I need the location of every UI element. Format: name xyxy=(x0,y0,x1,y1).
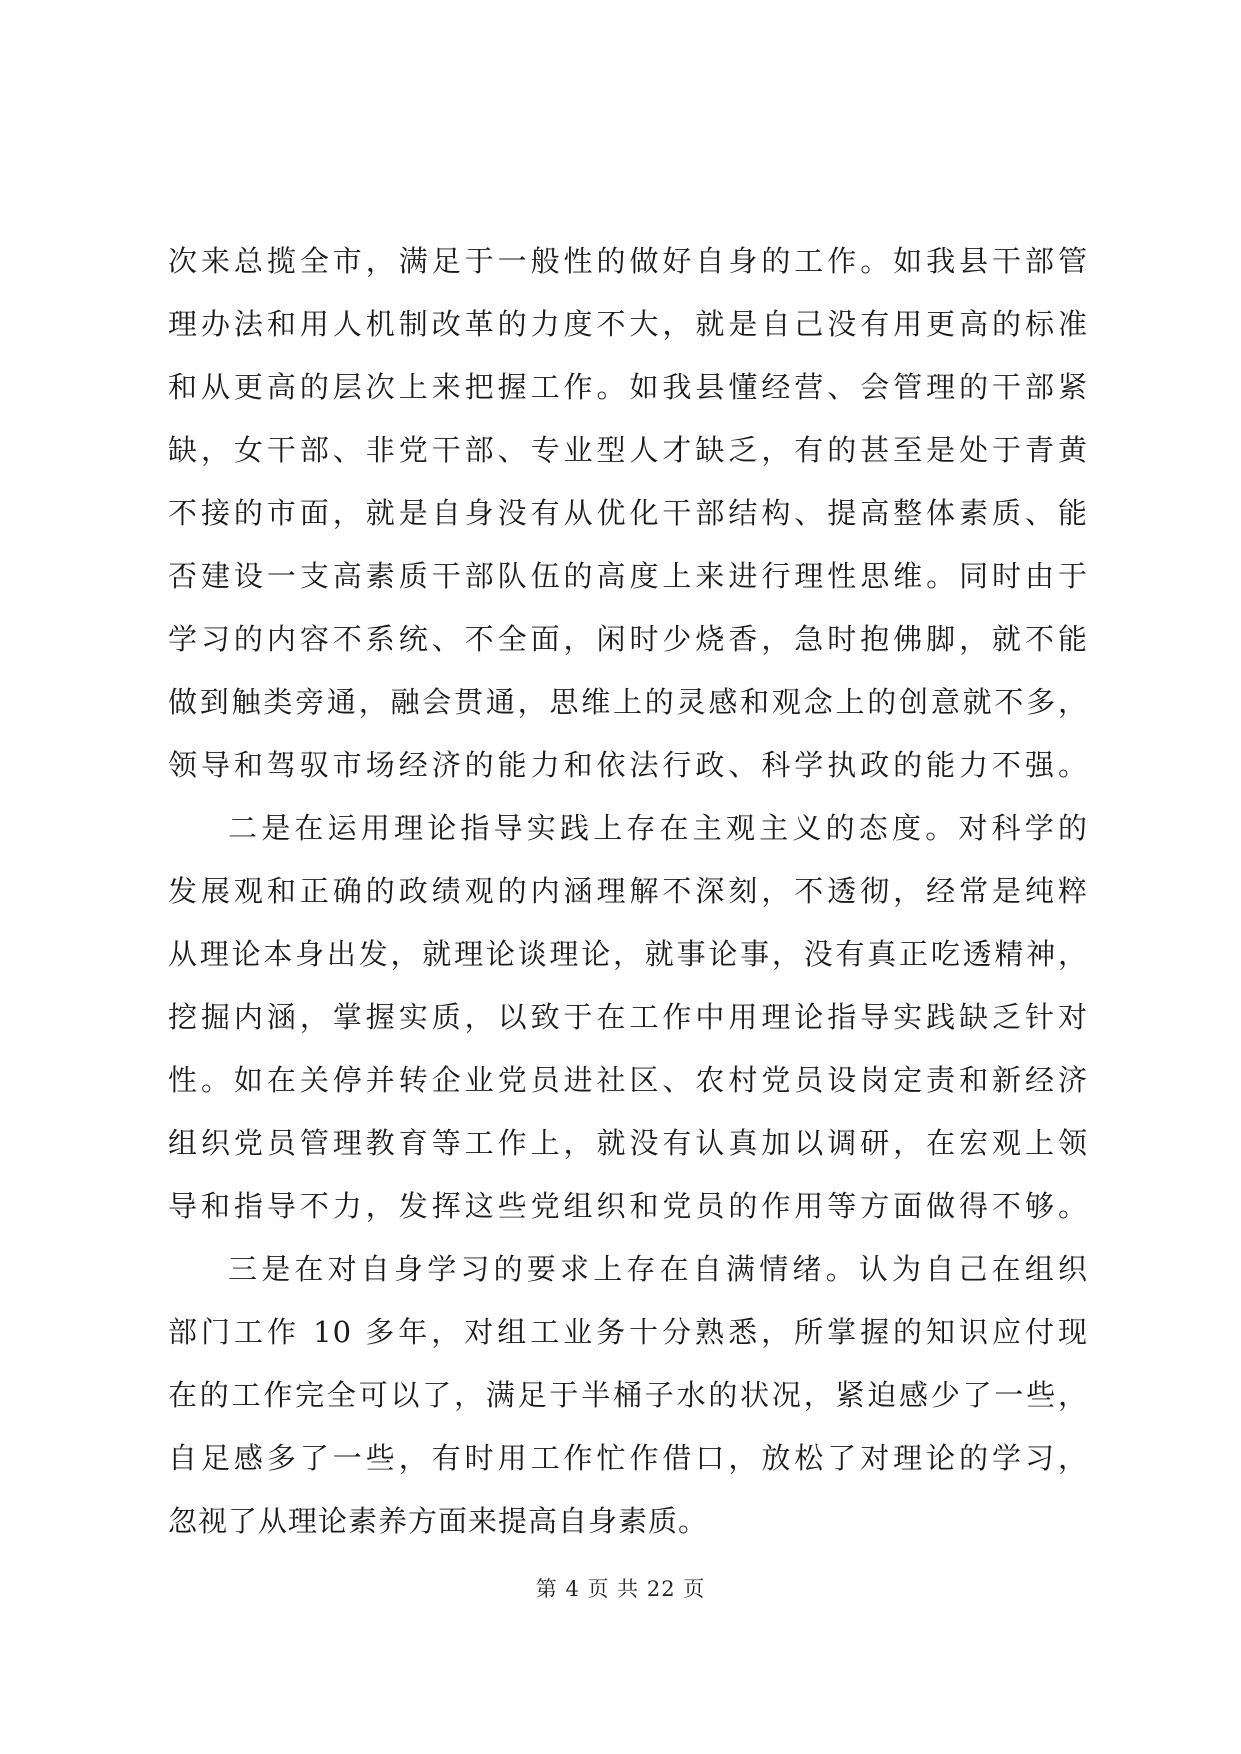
text-line: 学习的内容不系统、不全面，闲时少烧香，急时抱佛脚，就不能 xyxy=(168,622,1088,656)
text-line: 发展观和正确的政绩观的内涵理解不深刻，不透彻，经常是纯粹 xyxy=(168,874,1088,908)
text-line: 次来总揽全市，满足于一般性的做好自身的工作。如我县干部管 xyxy=(168,244,1088,278)
text-line: 理办法和用人机制改革的力度不大，就是自己没有用更高的标准 xyxy=(168,307,1088,341)
text-line: 不接的市面，就是自身没有从优化干部结构、提高整体素质、能 xyxy=(168,496,1088,530)
text-line: 自足感多了一些，有时用工作忙作借口，放松了对理论的学习， xyxy=(168,1441,1088,1475)
text-line: 缺，女干部、非党干部、专业型人才缺乏，有的甚至是处于青黄 xyxy=(168,433,1088,467)
paragraph-first-line: 二是在运用理论指导实践上存在主观主义的态度。对科学的 xyxy=(228,811,1088,845)
text-line: 部门工作 10 多年，对组工业务十分熟悉，所掌握的知识应付现 xyxy=(168,1315,1088,1349)
text-line: 做到触类旁通，融会贯通，思维上的灵感和观念上的创意就不多， xyxy=(168,685,1088,719)
text-line: 性。如在关停并转企业党员进社区、农村党员设岗定责和新经济 xyxy=(168,1063,1088,1097)
document-body xyxy=(168,230,1088,1553)
text-line: 否建设一支高素质干部队伍的高度上来进行理性思维。同时由于 xyxy=(168,559,1088,593)
page-number-footer: 第 4 页 共 22 页 xyxy=(535,1577,706,1601)
paragraph-first-line: 三是在对自身学习的要求上存在自满情绪。认为自己在组织 xyxy=(228,1252,1088,1286)
text-line: 和从更高的层次上来把握工作。如我县懂经营、会管理的干部紧 xyxy=(168,370,1088,404)
text-line: 组织党员管理教育等工作上，就没有认真加以调研，在宏观上领 xyxy=(168,1126,1088,1160)
text-line: 领导和驾驭市场经济的能力和依法行政、科学执政的能力不强。 xyxy=(168,748,1088,782)
text-line: 挖掘内涵，掌握实质，以致于在工作中用理论指导实践缺乏针对 xyxy=(168,1000,1088,1034)
text-line: 忽视了从理论素养方面来提高自身素质。 xyxy=(168,1504,709,1538)
text-line: 在的工作完全可以了，满足于半桶子水的状况，紧迫感少了一些， xyxy=(168,1378,1088,1412)
text-line: 导和指导不力，发挥这些党组织和党员的作用等方面做得不够。 xyxy=(168,1189,1088,1223)
text-line: 从理论本身出发，就理论谈理论，就事论事，没有真正吃透精神， xyxy=(168,937,1088,971)
